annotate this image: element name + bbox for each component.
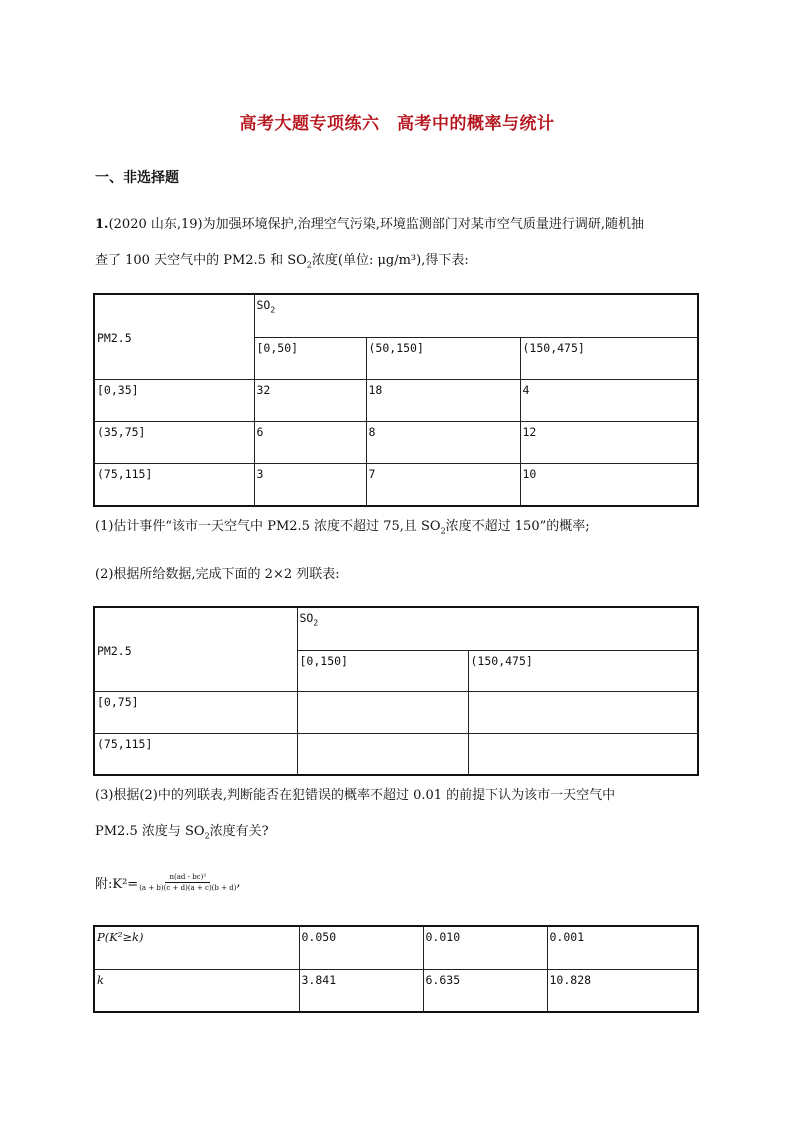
part-3-line-2: PM2.5 浓度与 $SO_2$浓度有关?: [95, 824, 269, 841]
table-row: [94, 421, 698, 463]
section-heading: 一、非选择题: [95, 170, 179, 186]
table3-cell: 0.010: [423, 926, 547, 969]
table-pm25-so2: [93, 293, 699, 507]
formula-numerator: n(ad - bc)²: [165, 873, 210, 883]
formula-denominator: (a + b)(c + d)(a + c)(b + d): [139, 884, 237, 892]
table2-empty-cell: [297, 691, 468, 733]
question-1-line-1: 1.(2020 山东,19)为加强环境保护,治理空气污染,环境监测部门对某市空气质量进行调研,随机抽: [95, 217, 645, 232]
table1-row-label: (75,115]: [94, 463, 254, 506]
chi-square-formula: [95, 873, 241, 892]
table3-cell: 10.828: [547, 969, 698, 1012]
table1-cell: 32: [254, 379, 366, 421]
table2-row-label: [0,75]: [94, 691, 297, 733]
table2-empty-cell: [468, 733, 698, 775]
table1-cell: 4: [520, 379, 698, 421]
table1-col-header: (150,475]: [520, 337, 698, 379]
table1-cell: 6: [254, 421, 366, 463]
table1-cell: 18: [366, 379, 520, 421]
table1-col-header: [0,50]: [254, 337, 366, 379]
table1-col-group: $SO_2$: [254, 294, 698, 337]
table2-row-header: PM2.5: [94, 607, 297, 691]
table2-empty-cell: [297, 733, 468, 775]
table-row: [94, 926, 698, 969]
table1-row-header: PM2.5: [94, 294, 254, 379]
formula-fraction: [139, 873, 236, 892]
table-row: [94, 733, 698, 775]
question-1-line-2: 查了 100 天空气中的 PM2.5 和 $SO_2$浓度(单位: μg/m³),得下表:: [95, 253, 469, 270]
table-critical-values: [93, 925, 699, 1013]
table-row: [94, 969, 698, 1012]
table1-cell: 12: [520, 421, 698, 463]
question-number: 1.: [95, 217, 109, 232]
table-contingency: [93, 606, 699, 776]
table3-cell: 0.001: [547, 926, 698, 969]
table1-cell: 10: [520, 463, 698, 506]
table2-col-group: $SO_2$: [297, 607, 698, 650]
table2-col-header: (150,475]: [468, 650, 698, 691]
table-row: [94, 379, 698, 421]
table3-row-label: P(K²≥k): [94, 926, 299, 969]
table2-empty-cell: [468, 691, 698, 733]
part-3-line-1: (3)根据(2)中的列联表,判断能否在犯错误的概率不超过 0.01 的前提下认为该市一天空气中: [95, 788, 616, 803]
table2-col-header: [0,150]: [297, 650, 468, 691]
table3-cell: 0.050: [299, 926, 423, 969]
part-2-text: (2)根据所给数据,完成下面的 2×2 列联表:: [95, 567, 340, 582]
table-row: [94, 463, 698, 506]
formula-prefix: 附:K²=: [95, 877, 139, 892]
table1-cell: 8: [366, 421, 520, 463]
table-row: [94, 691, 698, 733]
table1-cell: 3: [254, 463, 366, 506]
table1-row-label: [0,35]: [94, 379, 254, 421]
table1-col-header: (50,150]: [366, 337, 520, 379]
formula-suffix: ,: [236, 875, 241, 890]
part-1-text: (1)估计事件“该市一天空气中 PM2.5 浓度不超过 75,且 $SO_2$浓度不超过 150”的概率;: [95, 519, 590, 536]
table2-row-label: (75,115]: [94, 733, 297, 775]
page-title: 高考大题专项练六 高考中的概率与统计: [239, 114, 555, 134]
table1-cell: 7: [366, 463, 520, 506]
table3-cell: 3.841: [299, 969, 423, 1012]
table1-row-label: (35,75]: [94, 421, 254, 463]
table3-cell: 6.635: [423, 969, 547, 1012]
table3-row-label: k: [94, 969, 299, 1012]
